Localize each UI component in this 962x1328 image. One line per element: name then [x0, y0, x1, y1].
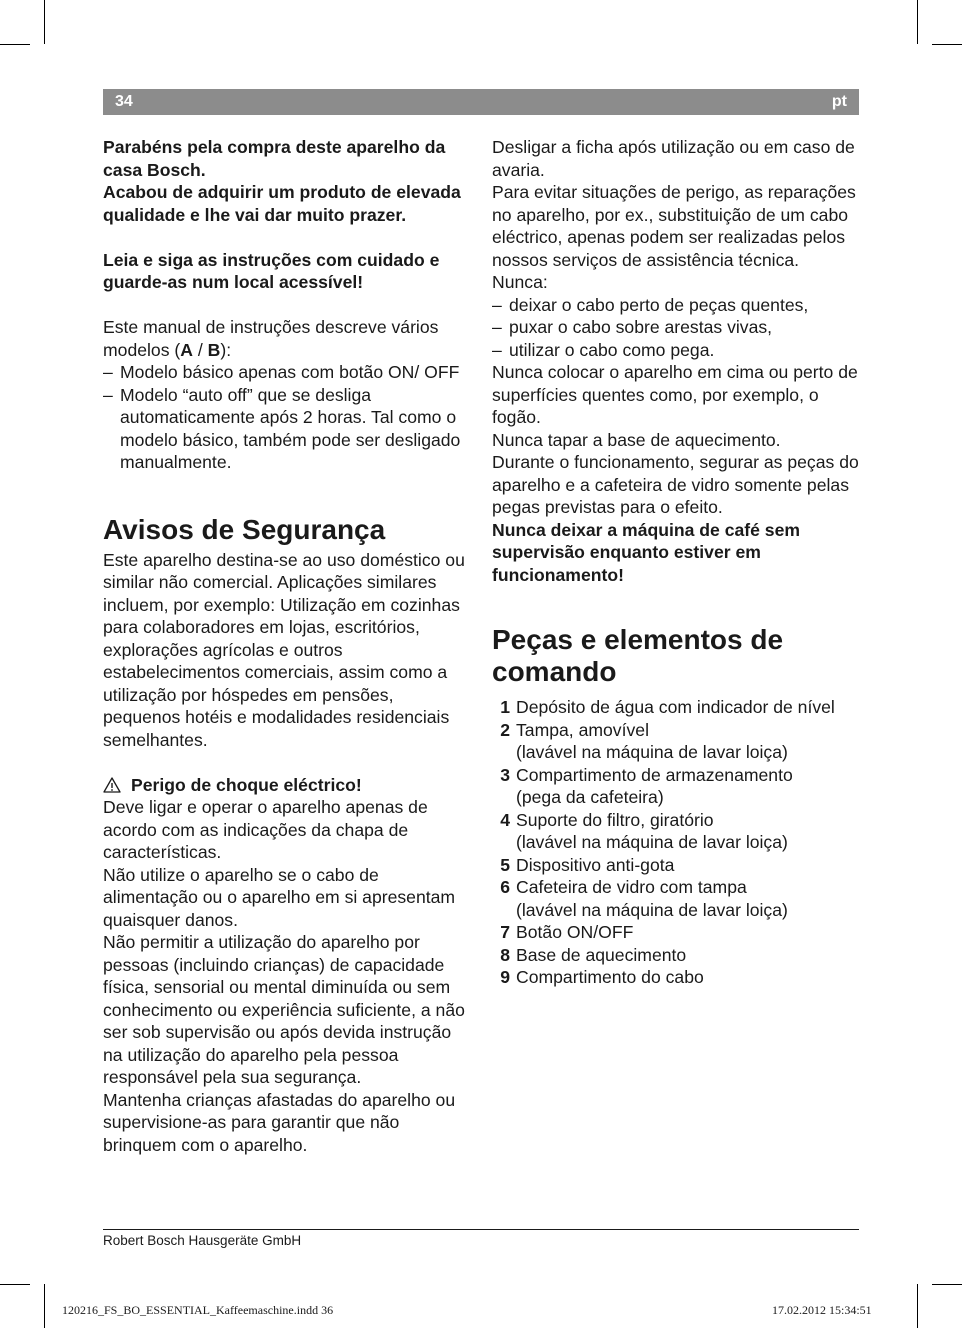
- list-item: [492, 719, 862, 764]
- parts-title: [492, 624, 862, 688]
- safety-title: Avisos de Segurança: [103, 513, 386, 545]
- model-b-label: B: [207, 339, 221, 360]
- part-number: 2: [500, 719, 510, 740]
- part-number: 7: [500, 922, 510, 942]
- part-label: Botão ON/OFF: [516, 922, 634, 942]
- safety-intro: Este aparelho destina-se ao uso doméstico ou similar não comercial. Aplicações similares incluem, por exemplo: Utilização em cozinhas para colaboradores em lojas, escritórios, explorações agrícolas e outros estabelecimentos comerciais, assim como a utilização por hóspedes em pensões, pequenos hotéis e modalidades residenciais semelhantes.: [103, 549, 465, 750]
- warning-title: Perigo de choque eléctrico!: [131, 774, 362, 795]
- part-label: Compartimento de armazenamento: [516, 764, 793, 785]
- part-number: 4: [500, 809, 510, 830]
- part-label: Suporte do filtro, giratório: [516, 809, 714, 830]
- warning-paragraph: Não utilize o aparelho se o cabo de alimentação ou o aparelho em si apresentam quaisquer danos.: [103, 864, 456, 930]
- crop-mark: [44, 1284, 45, 1328]
- intro-instructions: Leia e siga as instruções com cuidado e guarde-as num local acessível!: [103, 249, 440, 292]
- parts-title-line1: Peças e elementos de: [492, 624, 784, 655]
- models-suffix: ):: [220, 339, 232, 360]
- safety-paragraph: Nunca colocar o aparelho em cima ou perto de superfícies quentes como, por exemplo, o fogão.: [492, 362, 858, 427]
- page-header-bar: [103, 89, 859, 115]
- crop-mark: [0, 1284, 30, 1285]
- part-label: Dispositivo anti-gota: [516, 854, 675, 875]
- list-item: [492, 809, 862, 854]
- part-number: 6: [500, 877, 510, 897]
- safety-paragraph: Para evitar situações de perigo, as reparações no aparelho, por ex., substituição de um cabo eléctrico, apenas podem ser realizadas pelos nossos serviços de assistência técnica.: [492, 182, 856, 270]
- language-code: pt: [831, 93, 847, 110]
- model-auto-off: Modelo “auto off” que se desliga automaticamente após 2 horas. Tal como o modelo básico, também pode ser desligado manualmente.: [120, 384, 461, 472]
- models-prefix: Este manual de instruções descreve vários modelos (: [103, 317, 439, 360]
- intro-congrats: Parabéns pela compra deste aparelho da casa Bosch.: [103, 137, 446, 180]
- crop-mark: [932, 44, 962, 45]
- part-number: 3: [500, 764, 510, 785]
- never-item-text: utilizar o cabo como pega.: [509, 339, 715, 360]
- part-label: Cafeteira de vidro com tampa: [516, 877, 747, 897]
- intro-quality: Acabou de adquirir um produto de elevada qualidade e lhe vai dar muito prazer.: [103, 182, 461, 225]
- part-label: Depósito de água com indicador de nível: [516, 697, 835, 717]
- footer-company: Robert Bosch Hausgeräte GmbH: [103, 1233, 302, 1248]
- part-note: (lavável na máquina de lavar loiça): [516, 742, 788, 762]
- model-list-item: – Modelo “auto off” que se desliga automaticamente após 2 horas. Tal como o modelo básico, também pode ser desligado manualmente.: [103, 384, 475, 474]
- crop-mark: [917, 0, 918, 44]
- safety-paragraph: Nunca tapar a base de aquecimento.: [492, 429, 781, 450]
- model-list-item: – Modelo básico apenas com botão ON/ OFF: [103, 361, 475, 384]
- safety-paragraph: Durante o funcionamento, segurar as peças do aparelho e a cafeteira de vidro somente pelas pegas previstas para o efeito.: [492, 452, 859, 517]
- never-list-item: – puxar o cabo sobre arestas vivas,: [492, 316, 862, 339]
- model-basic: Modelo básico apenas com botão ON/ OFF: [120, 362, 460, 382]
- list-item: [492, 921, 862, 944]
- warning-triangle-icon: [103, 777, 121, 793]
- print-slug-file: 120216_FS_BO_ESSENTIAL_Kaffeemaschine.indd 36: [62, 1303, 334, 1317]
- part-number: 9: [500, 967, 510, 987]
- crop-mark: [932, 1284, 962, 1285]
- part-label: Base de aquecimento: [516, 944, 687, 965]
- crop-mark: [0, 44, 30, 45]
- part-label: Compartimento do cabo: [516, 967, 704, 987]
- list-item: [492, 944, 862, 967]
- never-label: Nunca:: [492, 272, 548, 292]
- print-slug-date: 17.02.2012 15:34:51: [772, 1303, 872, 1317]
- warning-heading: [103, 774, 475, 797]
- safety-paragraph: Desligar a ficha após utilização ou em caso de avaria.: [492, 137, 855, 180]
- never-item-text: deixar o cabo perto de peças quentes,: [509, 294, 809, 315]
- right-column: [492, 136, 862, 989]
- page-number: 34: [115, 93, 133, 110]
- models-intro: [103, 316, 475, 361]
- never-list-item: – utilizar o cabo como pega.: [492, 339, 862, 362]
- crop-mark: [917, 1284, 918, 1328]
- list-item: [492, 876, 862, 921]
- list-item: [492, 764, 862, 809]
- part-note: (pega da cafeteira): [516, 787, 664, 807]
- left-column: [103, 136, 475, 1156]
- list-item: [492, 854, 862, 877]
- model-a-label: A: [180, 339, 193, 360]
- part-number: 1: [500, 697, 510, 717]
- list-item: [492, 696, 862, 719]
- part-number: 5: [500, 854, 510, 875]
- never-list-item: – deixar o cabo perto de peças quentes,: [492, 294, 862, 317]
- parts-title-line2: comando: [492, 656, 617, 687]
- part-note: (lavável na máquina de lavar loiça): [516, 899, 788, 920]
- list-item: [492, 966, 862, 989]
- part-number: 8: [500, 944, 510, 965]
- parts-list: [492, 696, 862, 989]
- warning-paragraph: Deve ligar e operar o aparelho apenas de acordo com as indicações da chapa de características.: [103, 797, 428, 862]
- part-label: Tampa, amovível: [516, 719, 649, 740]
- supervision-warning: Nunca deixar a máquina de café sem supervisão enquanto estiver em funcionamento!: [492, 519, 801, 585]
- part-note: (lavável na máquina de lavar loiça): [516, 832, 788, 852]
- warning-paragraph: Mantenha crianças afastadas do aparelho ou supervisione-as para garantir que não brinquem com o aparelho.: [103, 1089, 456, 1155]
- models-separator: /: [192, 339, 208, 360]
- crop-mark: [44, 0, 45, 44]
- footer-divider: [103, 1229, 859, 1230]
- warning-paragraph: Não permitir a utilização do aparelho por pessoas (incluindo crianças) de capacidade física, sensorial ou mental diminuída ou sem conhecimento ou experiência suficiente, a não ser sob supervisão ou após devida instrução na utilização do aparelho pela pessoa responsável pela sua segurança.: [103, 932, 465, 1087]
- never-item-text: puxar o cabo sobre arestas vivas,: [509, 317, 773, 337]
